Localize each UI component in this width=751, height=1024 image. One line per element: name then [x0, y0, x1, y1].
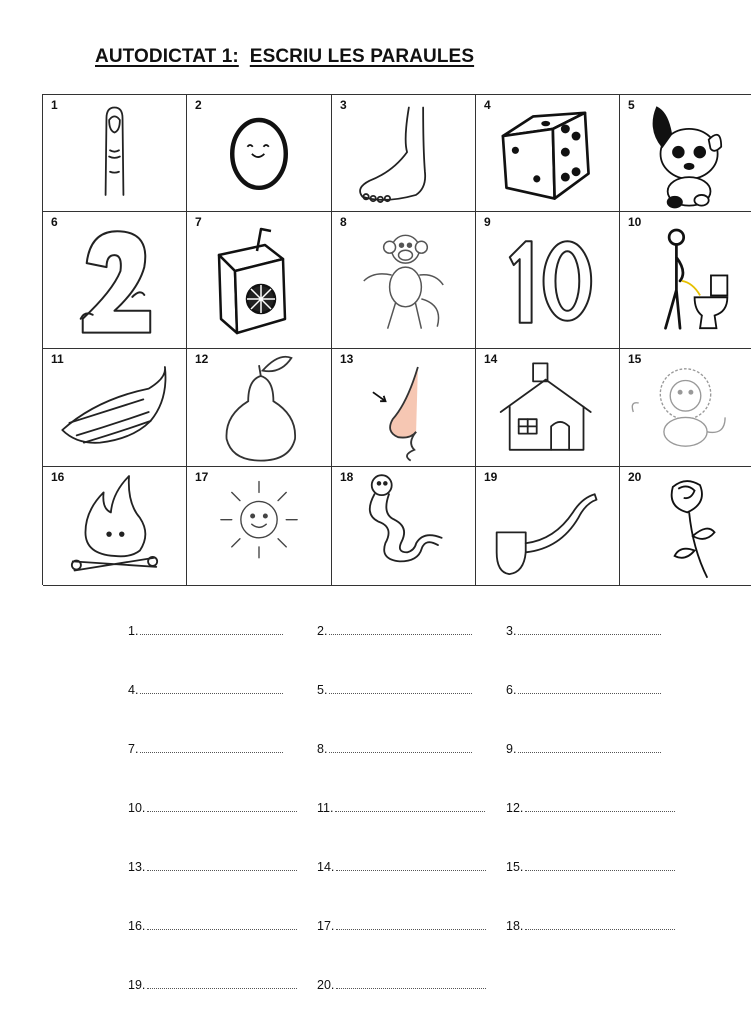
answer-number: 9.: [506, 742, 517, 756]
answer-line[interactable]: [317, 742, 472, 756]
picture-cell: [332, 467, 476, 586]
answer-number: 20.: [317, 978, 335, 992]
answer-number: 12.: [506, 801, 524, 815]
answer-line[interactable]: [317, 624, 472, 638]
answer-number: 6.: [506, 683, 517, 697]
answer-number: 8.: [317, 742, 328, 756]
answer-dotted-line[interactable]: [336, 869, 486, 871]
answer-number: 17.: [317, 919, 335, 933]
picture-cell: [620, 349, 751, 467]
number-ten-icon: [476, 212, 619, 348]
answer-dotted-line[interactable]: [335, 810, 485, 812]
answer-dotted-line[interactable]: [147, 810, 297, 812]
picture-cell: [620, 212, 751, 349]
picture-number: 4: [484, 98, 491, 112]
picture-cell: [620, 95, 751, 212]
answer-line[interactable]: [317, 683, 472, 697]
picture-cell: [187, 212, 332, 349]
picture-cell: [43, 349, 187, 467]
picture-number: 7: [195, 215, 202, 229]
picture-number: 1: [51, 98, 58, 112]
answer-dotted-line[interactable]: [518, 692, 661, 694]
worm-icon: [332, 467, 475, 585]
picture-number: 6: [51, 215, 58, 229]
answer-dotted-line[interactable]: [140, 692, 283, 694]
answer-dotted-line[interactable]: [329, 692, 472, 694]
picture-number: 12: [195, 352, 209, 366]
answer-number: 5.: [317, 683, 328, 697]
picture-cell: [476, 95, 620, 212]
answer-number: 10.: [128, 801, 146, 815]
answer-dotted-line[interactable]: [336, 987, 486, 989]
answer-line[interactable]: [317, 860, 486, 874]
answer-number: 3.: [506, 624, 517, 638]
picture-cell: [43, 467, 187, 586]
answer-line[interactable]: [128, 742, 283, 756]
answer-number: 14.: [317, 860, 335, 874]
answer-line[interactable]: [128, 919, 297, 933]
egg-icon: [187, 95, 331, 211]
answer-line[interactable]: [317, 801, 485, 815]
picture-number: 2: [195, 98, 202, 112]
picture-cell: [332, 95, 476, 212]
picture-cell: [187, 467, 332, 586]
fire-icon: [43, 467, 186, 585]
answer-line[interactable]: [128, 624, 283, 638]
answer-dotted-line[interactable]: [525, 928, 675, 930]
answer-dotted-line[interactable]: [147, 928, 297, 930]
pear-icon: [187, 349, 331, 466]
answer-line[interactable]: [317, 919, 486, 933]
worksheet-title: [95, 46, 474, 68]
rose-icon: [620, 467, 751, 585]
picture-number: 11: [51, 352, 64, 366]
picture-number: 10: [628, 215, 642, 229]
answer-line[interactable]: [506, 624, 661, 638]
picture-number: 9: [484, 215, 491, 229]
answer-line[interactable]: [506, 860, 675, 874]
title-part-2: ESCRIU LES PARAULES: [249, 46, 475, 67]
pipe-icon: [476, 467, 619, 585]
lion-icon: [620, 349, 751, 466]
picture-cell: [332, 349, 476, 467]
picture-number: 19: [484, 470, 498, 484]
picture-number: 16: [51, 470, 65, 484]
answer-number: 2.: [317, 624, 328, 638]
picture-number: 15: [628, 352, 642, 366]
picture-cell: [43, 212, 187, 349]
picture-grid: [42, 94, 751, 585]
picture-number: 3: [340, 98, 347, 112]
picture-cell: [476, 467, 620, 586]
answer-line[interactable]: [506, 919, 675, 933]
answer-dotted-line[interactable]: [147, 987, 297, 989]
nose-icon: [332, 349, 475, 466]
answer-line[interactable]: [128, 801, 297, 815]
answer-line[interactable]: [128, 683, 283, 697]
answer-dotted-line[interactable]: [336, 928, 486, 930]
answer-number: 1.: [128, 624, 139, 638]
answer-line[interactable]: [128, 978, 297, 992]
monkey-icon: [332, 212, 475, 348]
answer-number: 7.: [128, 742, 139, 756]
pee-toilet-icon: [620, 212, 751, 348]
puppy-icon: [620, 95, 751, 211]
answer-dotted-line[interactable]: [140, 633, 283, 635]
answer-dotted-line[interactable]: [525, 810, 675, 812]
answer-number: 18.: [506, 919, 524, 933]
answer-dotted-line[interactable]: [518, 633, 661, 635]
answer-dotted-line[interactable]: [518, 751, 661, 753]
answer-number: 19.: [128, 978, 146, 992]
title-part-1: AUTODICTAT 1:: [95, 46, 239, 67]
answer-dotted-line[interactable]: [329, 633, 472, 635]
juice-box-icon: [187, 212, 331, 348]
answer-dotted-line[interactable]: [140, 751, 283, 753]
picture-cell: [43, 95, 187, 212]
picture-cell: [620, 467, 751, 586]
picture-cell: [187, 95, 332, 212]
finger-icon: [43, 95, 186, 211]
answer-number: 16.: [128, 919, 146, 933]
answer-number: 15.: [506, 860, 524, 874]
foot-icon: [332, 95, 475, 211]
picture-number: 8: [340, 215, 347, 229]
picture-number: 20: [628, 470, 642, 484]
house-icon: [476, 349, 619, 466]
answer-number: 4.: [128, 683, 139, 697]
answer-line[interactable]: [506, 742, 661, 756]
answer-number: 13.: [128, 860, 146, 874]
answer-line[interactable]: [128, 860, 297, 874]
picture-number: 13: [340, 352, 354, 366]
dice-icon: [476, 95, 619, 211]
answer-line[interactable]: [506, 683, 661, 697]
picture-number: 17: [195, 470, 209, 484]
answer-number: 11.: [317, 801, 334, 815]
answer-dotted-line[interactable]: [147, 869, 297, 871]
picture-number: 14: [484, 352, 498, 366]
wing-icon: [43, 349, 186, 466]
picture-cell: [332, 212, 476, 349]
answer-dotted-line[interactable]: [525, 869, 675, 871]
picture-number: 5: [628, 98, 635, 112]
picture-cell: [476, 212, 620, 349]
answer-line[interactable]: [506, 801, 675, 815]
answer-dotted-line[interactable]: [329, 751, 472, 753]
picture-number: 18: [340, 470, 354, 484]
picture-cell: [187, 349, 332, 467]
number-two-icon: [43, 212, 186, 348]
picture-cell: [476, 349, 620, 467]
answer-line[interactable]: [317, 978, 486, 992]
sun-icon: [187, 467, 331, 585]
